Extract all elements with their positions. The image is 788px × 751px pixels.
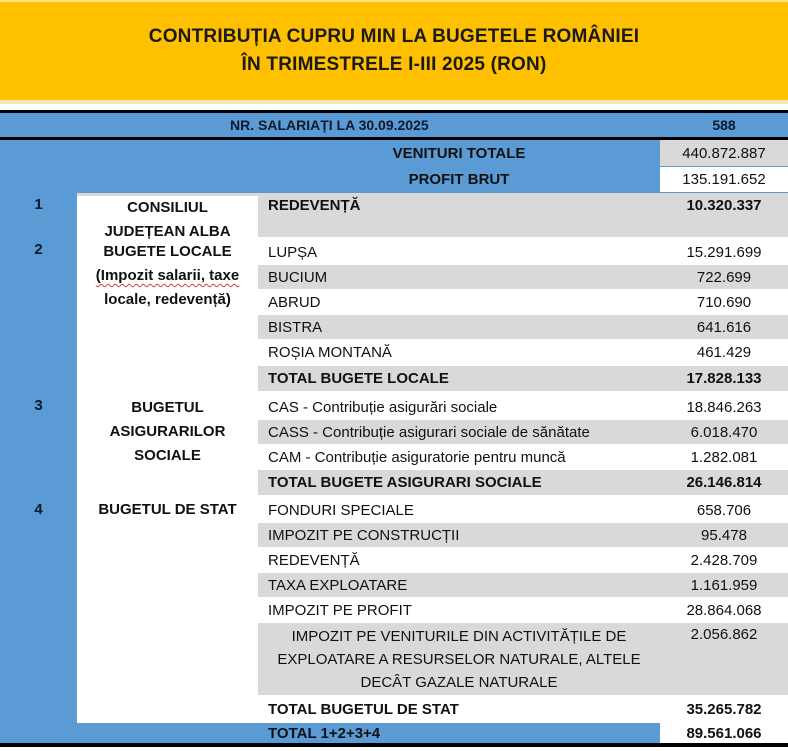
row-label: FONDURI SPECIALE bbox=[258, 498, 660, 522]
total-label: TOTAL BUGETUL DE STAT bbox=[258, 696, 660, 722]
employees-row bbox=[0, 113, 788, 137]
row-value: 10.320.337 bbox=[686, 197, 762, 214]
category-line: CONSILIUL bbox=[127, 199, 208, 216]
category-line: locale, redevență) bbox=[104, 291, 231, 308]
budget-table bbox=[0, 140, 788, 743]
row-label: CAS - Contribuție asigurări sociale bbox=[258, 395, 660, 419]
section-number: 1 bbox=[34, 196, 43, 213]
row-label: CASS - Contribuție asigurari sociale de sănătate bbox=[258, 420, 660, 444]
table-row bbox=[0, 548, 788, 572]
category-line: BUGETUL bbox=[131, 399, 204, 416]
category-line: BUGETE LOCALE bbox=[103, 243, 232, 260]
grand-total-value: 89.561.066 bbox=[660, 723, 788, 743]
row-label: LUPȘA bbox=[258, 240, 660, 264]
section-number: 3 bbox=[34, 397, 43, 414]
employees-value: 588 bbox=[712, 117, 736, 133]
row-label: ABRUD bbox=[258, 290, 660, 314]
table-row bbox=[0, 315, 788, 339]
table-row-grand-total bbox=[0, 723, 788, 743]
row-value: 461.429 bbox=[660, 340, 788, 364]
table-row bbox=[0, 573, 788, 597]
total-value: 17.828.133 bbox=[660, 366, 788, 391]
table-row bbox=[0, 523, 788, 547]
table-row-revenue bbox=[0, 140, 788, 166]
row-value: 15.291.699 bbox=[660, 240, 788, 264]
row-label-multiline bbox=[258, 623, 660, 695]
row-label: REDEVENȚĂ bbox=[258, 548, 660, 572]
row-label: CAM - Contribuție asiguratorie pentru muncă bbox=[258, 445, 660, 469]
total-label: TOTAL BUGETE LOCALE bbox=[258, 366, 660, 391]
section-category bbox=[77, 196, 258, 244]
row-label: BUCIUM bbox=[258, 265, 660, 289]
row-label: TAXA EXPLOATARE bbox=[258, 573, 660, 597]
row-label: REDEVENȚĂ bbox=[268, 197, 361, 214]
row-value: 2.056.862 bbox=[660, 623, 788, 695]
row-value: 658.706 bbox=[660, 498, 788, 522]
table-row-total bbox=[0, 696, 788, 722]
title-line-1: CONTRIBUȚIA CUPRU MIN LA BUGETELE ROMÂNIEI bbox=[148, 26, 640, 47]
section-number: 2 bbox=[34, 241, 43, 258]
row-label: ROȘIA MONTANĂ bbox=[258, 340, 660, 364]
table-row bbox=[0, 395, 788, 419]
category-line: (Impozit salarii, taxe bbox=[95, 267, 240, 284]
section-number: 4 bbox=[34, 501, 43, 518]
row-value: 1.282.081 bbox=[660, 445, 788, 469]
table-row bbox=[0, 598, 788, 622]
title-banner bbox=[0, 0, 788, 100]
title-line-2: ÎN TRIMESTRELE I-III 2025 (RON) bbox=[241, 54, 547, 75]
section-1 bbox=[0, 193, 788, 240]
total-label: TOTAL BUGETE ASIGURARI SOCIALE bbox=[258, 470, 660, 495]
label-line: EXPLOATARE A RESURSELOR NATURALE, ALTELE bbox=[277, 651, 641, 668]
employees-label: NR. SALARIAȚI LA 30.09.2025 bbox=[230, 117, 429, 133]
row-value: 710.690 bbox=[660, 290, 788, 314]
row-value: 641.616 bbox=[660, 315, 788, 339]
revenue-value: 440.872.887 bbox=[660, 140, 788, 166]
row-value: 722.699 bbox=[660, 265, 788, 289]
row-value: 28.864.068 bbox=[660, 598, 788, 622]
table-row bbox=[0, 340, 788, 364]
category-line: JUDEȚEAN ALBA bbox=[104, 223, 231, 240]
grand-total-label: TOTAL 1+2+3+4 bbox=[268, 724, 381, 742]
row-value: 95.478 bbox=[660, 523, 788, 547]
row-value: 18.846.263 bbox=[660, 395, 788, 419]
table-row bbox=[0, 445, 788, 469]
total-value: 35.265.782 bbox=[660, 696, 788, 722]
table-row bbox=[0, 420, 788, 444]
row-label: BISTRA bbox=[258, 315, 660, 339]
category-line: ASIGURARILOR bbox=[109, 423, 226, 440]
table-row-total bbox=[0, 470, 788, 495]
row-label: IMPOZIT PE PROFIT bbox=[258, 598, 660, 622]
table-row-total bbox=[0, 366, 788, 391]
table-row bbox=[0, 265, 788, 289]
row-value: 6.018.470 bbox=[660, 420, 788, 444]
row-value: 2.428.709 bbox=[660, 548, 788, 572]
profit-value: 135.191.652 bbox=[660, 167, 788, 192]
row-label: IMPOZIT PE CONSTRUCȚII bbox=[258, 523, 660, 547]
table-row bbox=[0, 498, 788, 522]
divider bbox=[0, 747, 788, 751]
label-line: IMPOZIT PE VENITURILE DIN ACTIVITĂȚILE DE bbox=[291, 628, 627, 645]
table-row-profit bbox=[0, 167, 788, 192]
table-row bbox=[0, 623, 788, 695]
row-value: 1.161.959 bbox=[660, 573, 788, 597]
revenue-label: VENITURI TOTALE bbox=[392, 144, 526, 162]
table-row bbox=[0, 290, 788, 314]
category-line: BUGETUL DE STAT bbox=[98, 501, 237, 518]
profit-label: PROFIT BRUT bbox=[408, 171, 510, 188]
total-value: 26.146.814 bbox=[660, 470, 788, 495]
table-row bbox=[0, 240, 788, 264]
label-line: DECÂT GAZALE NATURALE bbox=[360, 674, 558, 691]
category-line: SOCIALE bbox=[134, 447, 201, 464]
